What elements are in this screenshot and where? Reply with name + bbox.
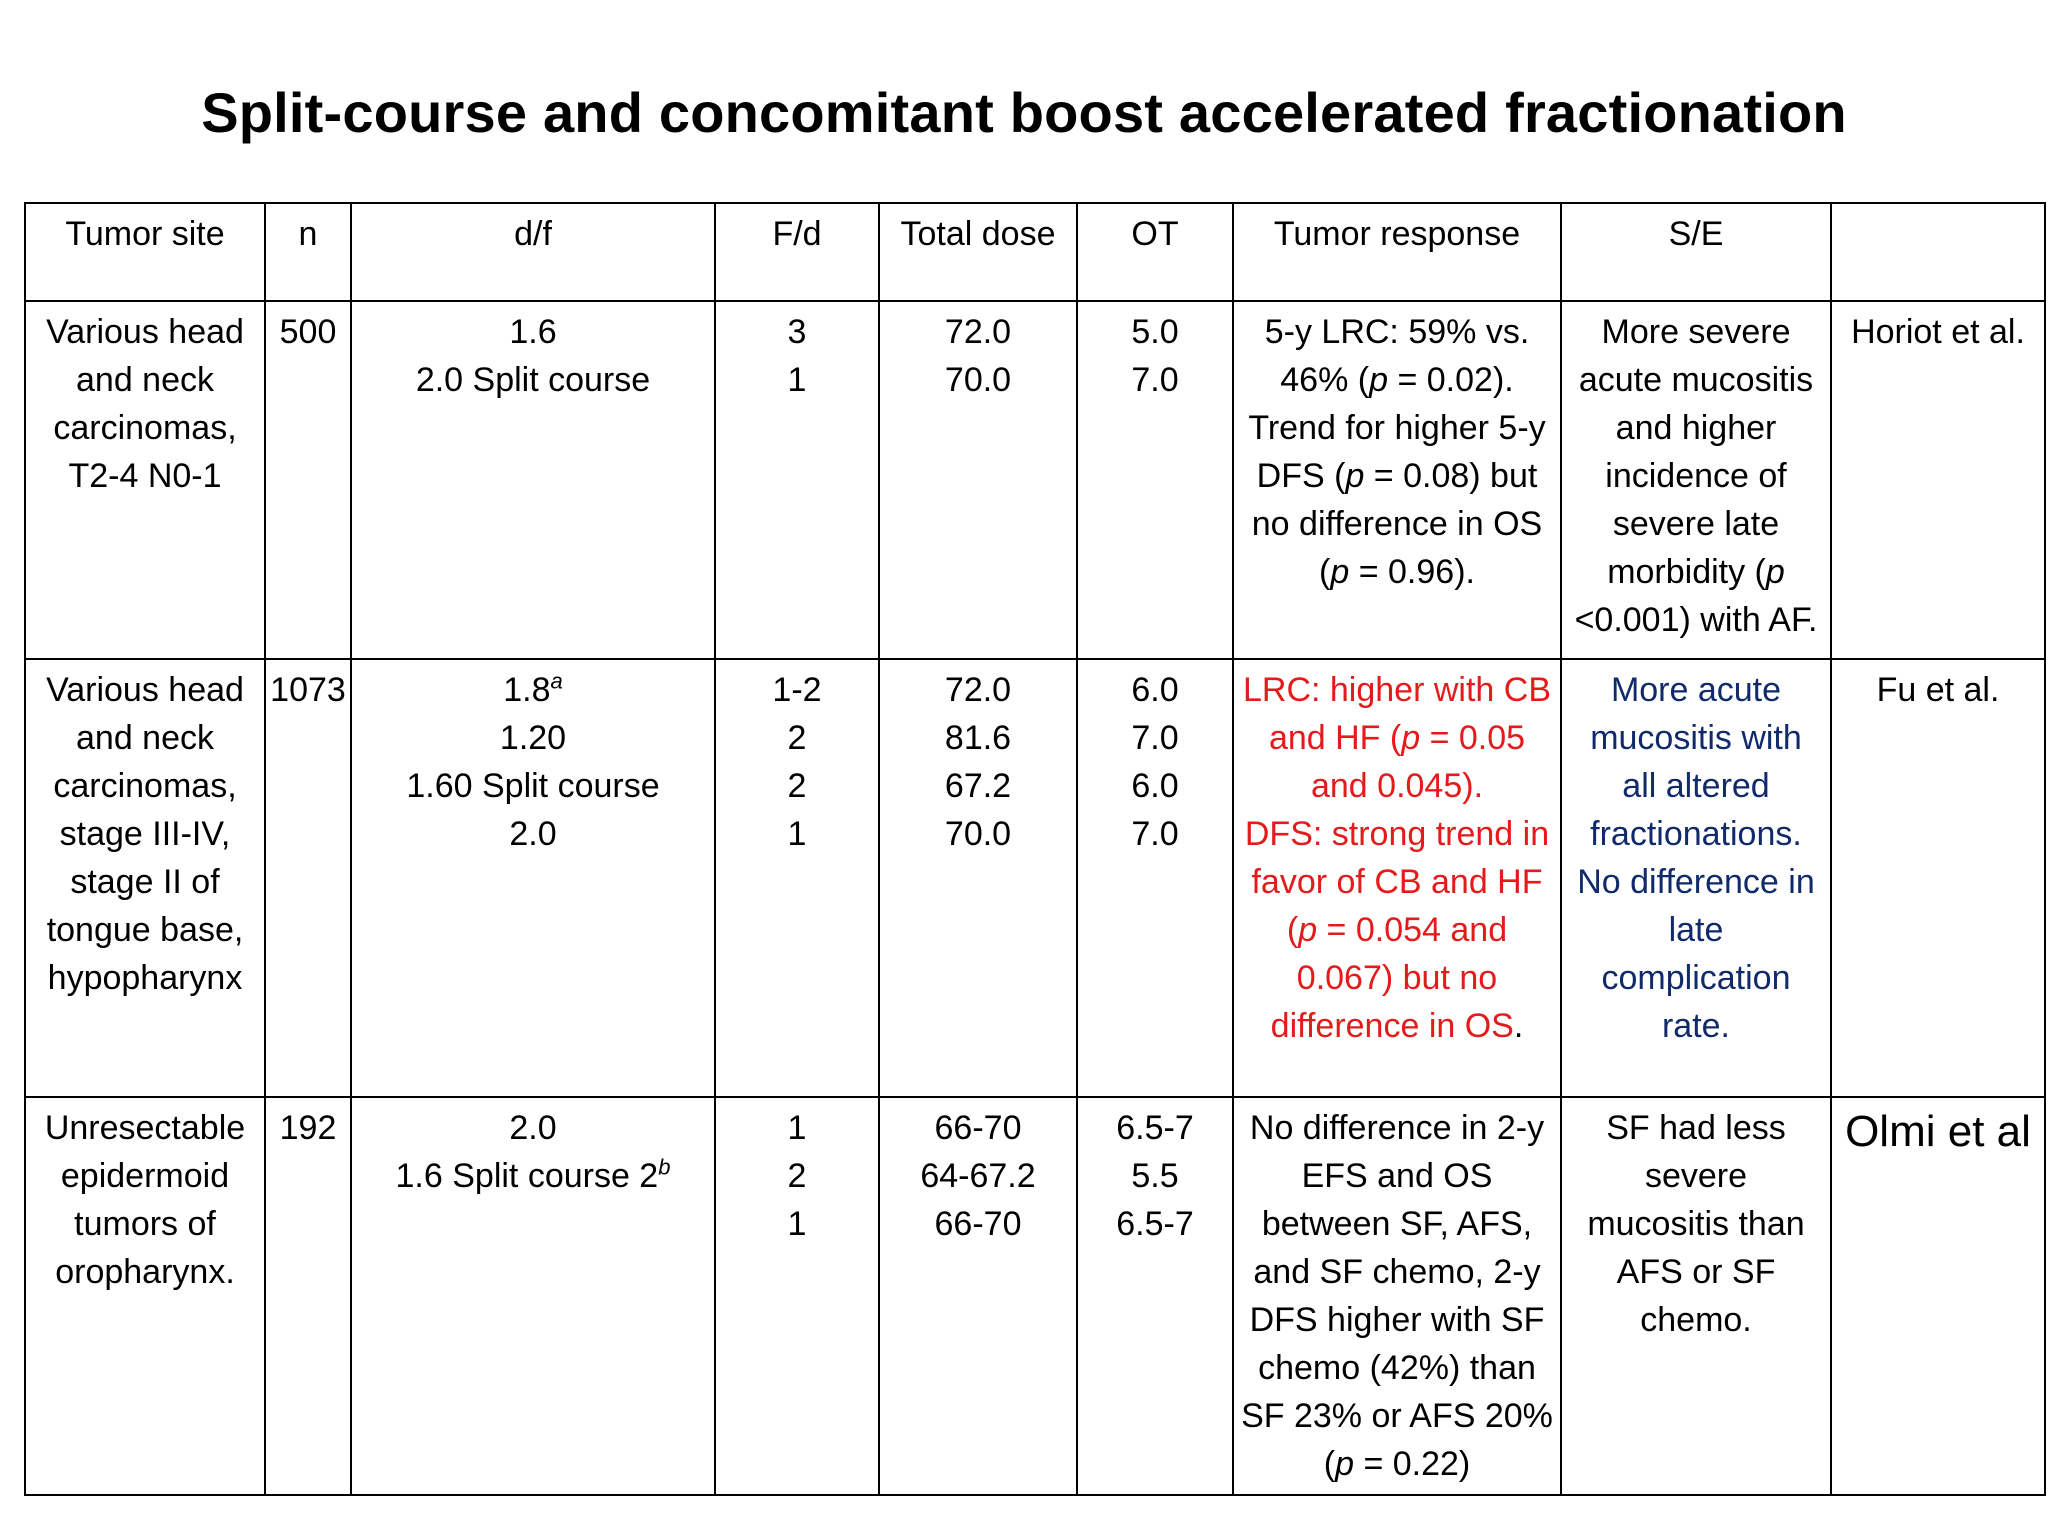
- cell-tumor-site: Various head and neck carcinomas, T2-4 N0-1: [25, 301, 265, 659]
- cell-n: 1073: [265, 659, 351, 1097]
- cell-tumor-site: Various head and neck carcinomas, stage III-IV, stage II of tongue base, hypopharynx: [25, 659, 265, 1097]
- cell-tumor-site: Unresectable epidermoid tumors of oropharynx.: [25, 1097, 265, 1495]
- cell-reference: Horiot et al.: [1831, 301, 2045, 659]
- cell-df: 1.8$^a$ 1.20 1.60 Split course 2.0: [351, 659, 715, 1097]
- header-df: d/f: [351, 203, 715, 301]
- table-row: [25, 659, 2045, 1097]
- cell-tumor-response: No difference in 2-y EFS and OS between SF, AFS, and SF chemo, 2-y DFS higher with SF chemo (42%) than SF 23% or AFS 20% (p = 0.22): [1233, 1097, 1561, 1495]
- cell-se: SF had less severe mucositis than AFS or SF chemo.: [1561, 1097, 1831, 1495]
- cell-df: 2.0 1.6 Split course 2$^b$: [351, 1097, 715, 1495]
- table-row: [25, 1097, 2045, 1495]
- cell-fd: 3 1: [715, 301, 879, 659]
- cell-reference: Olmi et al: [1831, 1097, 2045, 1495]
- header-tumor-site: Tumor site: [25, 203, 265, 301]
- header-tumor-response: Tumor response: [1233, 203, 1561, 301]
- cell-total-dose: 72.0 81.6 67.2 70.0: [879, 659, 1077, 1097]
- cell-se: More severe acute mucositis and higher incidence of severe late morbidity (p <0.001) with AF.: [1561, 301, 1831, 659]
- cell-ot: 6.5-7 5.5 6.5-7: [1077, 1097, 1233, 1495]
- cell-n: 500: [265, 301, 351, 659]
- header-reference: [1831, 203, 2045, 301]
- cell-df: 1.6 2.0 Split course: [351, 301, 715, 659]
- cell-fd: 1-2 2 2 1: [715, 659, 879, 1097]
- fractionation-table: [24, 202, 2046, 1496]
- header-fd: F/d: [715, 203, 879, 301]
- slide-title: Split-course and concomitant boost accelerated fractionation: [201, 81, 1847, 144]
- footnote-a: a: [550, 668, 563, 694]
- cell-tumor-response: LRC: higher with CB and HF (p = 0.05 and 0.045). DFS: strong trend in favor of CB and HF (p = 0.054 and 0.067) but no difference in OS.: [1233, 659, 1561, 1097]
- footnote-b: b: [658, 1154, 671, 1180]
- cell-se: More acute mucositis with all altered fractionations. No difference in late complication rate.: [1561, 659, 1831, 1097]
- cell-fd: 1 2 1: [715, 1097, 879, 1495]
- cell-total-dose: 66-70 64-67.2 66-70: [879, 1097, 1077, 1495]
- cell-ot: 5.0 7.0: [1077, 301, 1233, 659]
- table-header-row: [25, 203, 2045, 301]
- header-ot: OT: [1077, 203, 1233, 301]
- cell-ot: 6.0 7.0 6.0 7.0: [1077, 659, 1233, 1097]
- table-row: [25, 301, 2045, 659]
- cell-reference: Fu et al.: [1831, 659, 2045, 1097]
- cell-total-dose: 72.0 70.0: [879, 301, 1077, 659]
- header-n: n: [265, 203, 351, 301]
- cell-tumor-response: 5-y LRC: 59% vs. 46% (p = 0.02). Trend for higher 5-y DFS (p = 0.08) but no difference in OS (p = 0.96).: [1233, 301, 1561, 659]
- header-se: S/E: [1561, 203, 1831, 301]
- cell-n: 192: [265, 1097, 351, 1495]
- header-total-dose: Total dose: [879, 203, 1077, 301]
